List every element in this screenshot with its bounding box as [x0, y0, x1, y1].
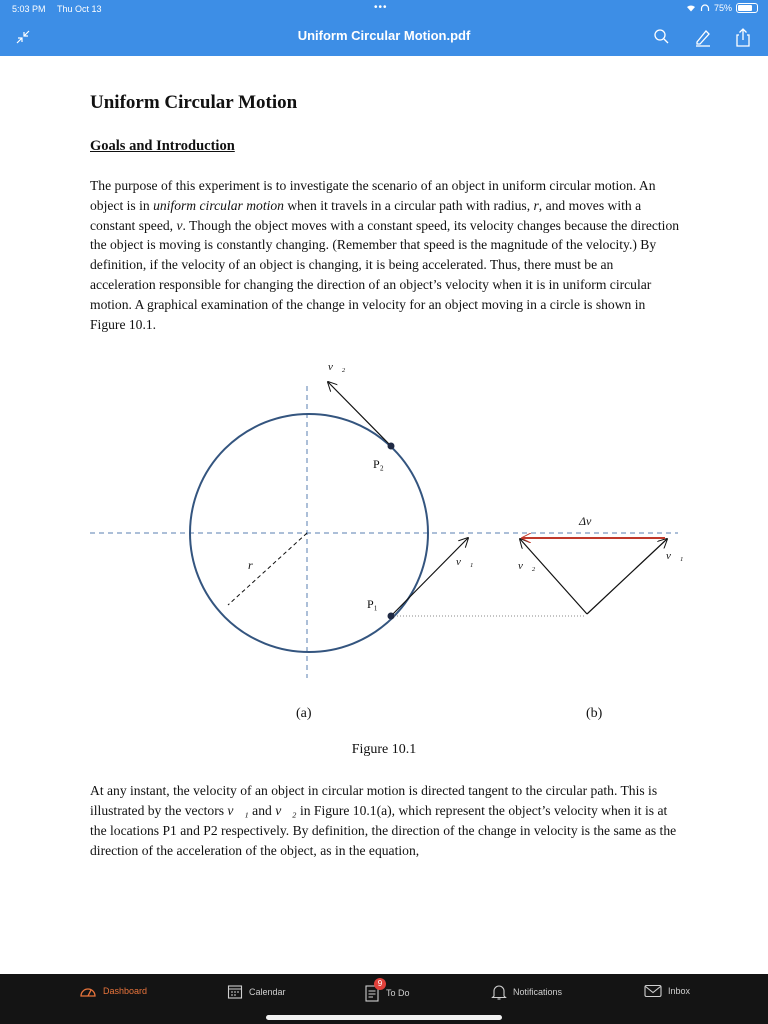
label-b-v1: v⃗₁ [666, 550, 684, 562]
top-bar [0, 0, 768, 56]
tab-calendar-label: Calendar [249, 987, 286, 997]
label-part-a: (a) [296, 706, 312, 721]
tab-todo[interactable] [364, 979, 410, 1002]
figure-10-1 [0, 56, 768, 756]
todo-badge: 9 [374, 978, 386, 990]
bell-icon [491, 984, 507, 1000]
tab-notifications[interactable] [491, 984, 562, 1000]
b-v2-vector [520, 539, 587, 614]
document-title: Uniform Circular Motion.pdf [297, 28, 471, 43]
label-p2: P₂ [373, 457, 384, 471]
tab-calendar[interactable] [227, 984, 286, 1000]
share-icon[interactable] [732, 26, 754, 48]
point-p1 [388, 613, 395, 620]
b-v1-vector [587, 539, 667, 614]
figure-caption: Figure 10.1 [351, 742, 417, 757]
label-v1: v⃗₁ [456, 556, 474, 568]
label-p1: P₁ [367, 597, 378, 611]
radius-line [228, 533, 307, 605]
battery-icon [736, 3, 758, 13]
markup-pen-icon[interactable] [692, 26, 714, 48]
pdf-page[interactable] [0, 56, 768, 974]
tab-inbox-label: Inbox [668, 986, 691, 996]
label-v2: v⃗₂ [328, 361, 346, 373]
point-p2 [388, 443, 395, 450]
label-part-b: (b) [586, 706, 603, 721]
dashboard-icon [79, 984, 97, 998]
label-r: r [248, 558, 253, 572]
headphones-icon [700, 4, 710, 12]
tab-inbox[interactable] [644, 984, 690, 998]
status-right [686, 3, 758, 13]
page-title: Uniform Circular Motion [90, 92, 298, 113]
tab-notifications-label: Notifications [513, 987, 563, 997]
tab-dashboard[interactable] [79, 984, 147, 998]
body-paragraph: At any instant, the velocity of an object in circular motion is directed tangent to the circular path. This is illustrated by the vectors v⃗₁ and v⃗₂ in Figure 10.1(a), which represent the object’s velocity when it is at the locations P1 and P2 respectively. By definition, the direction of the change in velocity is the same as the direction of the acceleration of the object, as in the equation, [90, 783, 677, 858]
multitasking-dots-icon[interactable]: ••• [374, 2, 388, 13]
home-indicator[interactable] [266, 1015, 502, 1020]
calendar-icon [227, 984, 243, 1000]
battery-level [738, 5, 752, 11]
label-delta-v: Δv⃗ [579, 514, 601, 528]
battery-percent: 75% [713, 3, 732, 13]
v1-vector [391, 538, 468, 616]
search-icon[interactable] [651, 26, 673, 48]
wifi-icon [686, 4, 696, 12]
tab-todo-label: To Do [386, 988, 410, 998]
intro-paragraph: The purpose of this experiment is to investigate the scenario of an object in uniform circular motion. An object is in uniform circular motion when it travels in a circular path with radius, r, and moves with a constant speed, v. Though the object moves with a constant speed, its velocity changes because the direction the object is moving is constantly changing. (Remember that speed is the magnitude of the velocity.) By definition, if the velocity of an object is changing, it is being accelerated. Thus, there must be an acceleration responsible for changing the direction of an object’s velocity when it is in uniform circular motion. A graphical examination of the change in velocity for an object moving in a circle is shown in Figure 10.1. [90, 178, 680, 332]
status-date: Thu Oct 13 [57, 4, 102, 14]
label-b-v2: v⃗₂ [518, 560, 536, 572]
v2-vector [328, 382, 391, 446]
tab-dashboard-label: Dashboard [103, 986, 148, 996]
inbox-envelope-icon [644, 984, 662, 998]
status-time: 5:03 PM [12, 4, 46, 14]
section-heading: Goals and Introduction [90, 138, 235, 154]
